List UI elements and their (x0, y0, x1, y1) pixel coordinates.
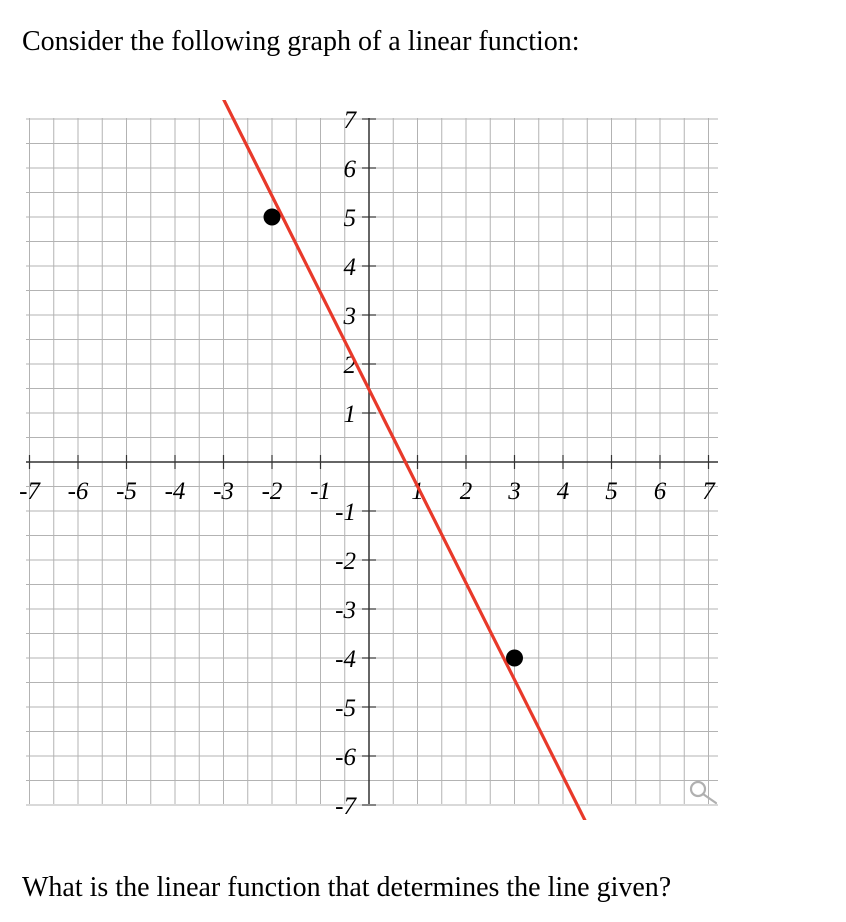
x-tick-label: -5 (116, 478, 137, 505)
x-tick-label: 1 (411, 478, 424, 505)
y-tick-label: 5 (343, 205, 356, 232)
x-tick-label: 3 (508, 478, 521, 505)
question-prompt: What is the linear function that determines the line given? (22, 872, 672, 903)
x-tick-label: -6 (67, 478, 89, 505)
y-tick-label: 4 (343, 254, 356, 281)
y-tick-label: -1 (335, 499, 356, 526)
y-tick-label: -7 (335, 793, 356, 820)
y-tick-label: 7 (343, 107, 356, 134)
y-tick-label: -6 (335, 744, 356, 771)
y-tick-label: -3 (335, 597, 356, 624)
y-tick-label: 3 (343, 303, 356, 330)
linear-function-graph (0, 100, 846, 820)
question-title: Consider the following graph of a linear function: (22, 26, 580, 57)
x-tick-label: -3 (213, 478, 234, 505)
y-tick-label: -4 (335, 646, 356, 673)
data-series (214, 100, 597, 820)
x-tick-label: 4 (556, 478, 570, 505)
x-tick-label: -4 (164, 478, 186, 505)
x-tick-label: 2 (459, 478, 473, 505)
series-line (214, 100, 597, 820)
x-tick-label: -7 (19, 478, 40, 505)
x-tick-label: 7 (702, 478, 715, 505)
magnifier-icon[interactable] (686, 778, 722, 806)
y-tick-label: 1 (343, 401, 356, 428)
x-tick-label: 6 (653, 478, 667, 505)
x-tick-label: -1 (310, 478, 331, 505)
data-point (264, 209, 281, 226)
y-tick-label: 2 (343, 352, 356, 379)
y-tick-label: -5 (335, 695, 356, 722)
x-tick-label: -2 (261, 478, 283, 505)
x-tick-label: 5 (605, 478, 618, 505)
data-point (506, 650, 523, 667)
axes (26, 118, 718, 804)
y-tick-label: 6 (343, 156, 356, 183)
y-tick-label: -2 (335, 548, 356, 575)
